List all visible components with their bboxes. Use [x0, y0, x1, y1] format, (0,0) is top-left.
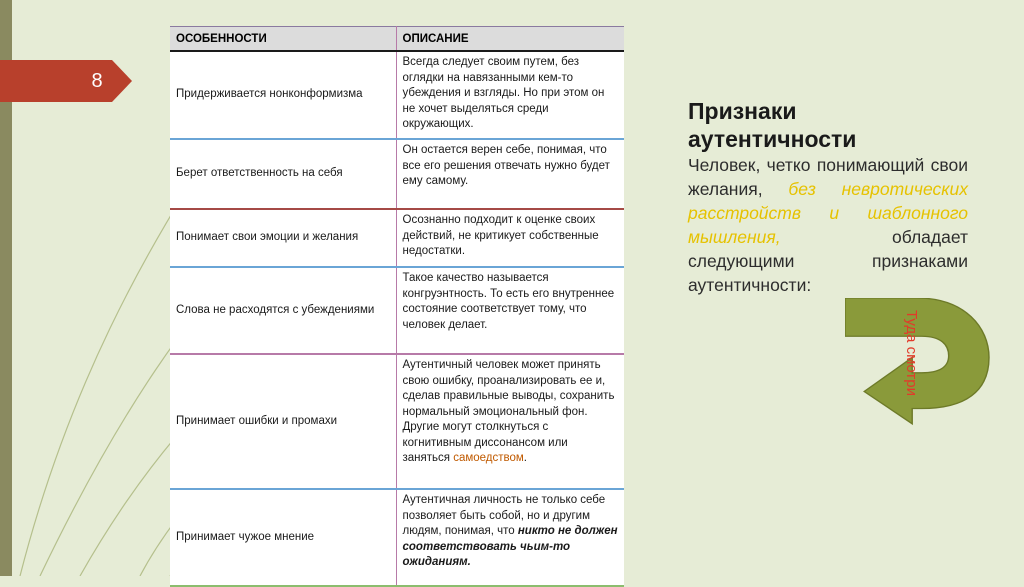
description-cell: Такое качество называется конгруэнтность. То есть его внутреннее состояние соответствует тому, что человек делает.	[396, 267, 624, 354]
description-text-end: .	[523, 452, 527, 464]
authenticity-table	[170, 26, 624, 587]
feature-cell: Принимает ошибки и промахи	[170, 354, 396, 489]
description-text: Аутентичный человек может принять свою ошибку, проанализировать ее и, сделав правильные выводы, сохранить нормальный эмоциональный фон. Другие могут столкнуться с когнитивным диссонансом или заняться	[402, 359, 615, 464]
table-row	[170, 139, 624, 209]
feature-cell: Принимает чужое мнение	[170, 489, 396, 586]
right-text-block	[688, 97, 968, 297]
description-text: Аутентичная личность не только себе позволяет быть собой, но и другим людям, понимая, что	[402, 494, 606, 537]
section-text-highlight: без невротических расстройств и шаблонного мышления,	[688, 179, 968, 247]
feature-cell: Слова не расходятся с убеждениями	[170, 267, 396, 354]
description-cell: Осознанно подходит к оценке своих действий, не критикует собственные недостатки.	[396, 209, 624, 267]
table-row	[170, 354, 624, 489]
description-cell: Он остается верен себе, понимая, что все его решения отвечать нужно будет ему самому.	[396, 139, 624, 209]
table-row	[170, 209, 624, 267]
section-text-part2: обладает следующими признаками аутентичности:	[688, 227, 968, 295]
table-row	[170, 51, 624, 139]
table-row	[170, 489, 624, 586]
description-cell	[396, 354, 624, 489]
feature-cell: Придерживается нонконформизма	[170, 51, 396, 139]
section-text-part1: Человек, четко понимающий свои желания,	[688, 155, 968, 199]
feature-cell: Берет ответственность на себя	[170, 139, 396, 209]
section-title: Признаки аутентичности	[688, 98, 857, 152]
table-row	[170, 267, 624, 354]
header-features: ОСОБЕННОСТИ	[170, 27, 396, 52]
self-criticism-link[interactable]: самоедством	[453, 452, 524, 464]
slide-number-tag	[0, 60, 132, 102]
slide-number: 8	[91, 70, 103, 92]
header-description: ОПИСАНИЕ	[396, 27, 624, 52]
description-emphasis: никто не должен соответствовать чьим-то ожиданиям.	[402, 525, 618, 568]
u-turn-arrow-icon	[845, 298, 995, 428]
description-cell	[396, 489, 624, 586]
description-cell: Всегда следует своим путем, без оглядки на навязанными кем-то убеждения и взгляды. Но при этом он не хочет выделяться среди окружающих.	[396, 51, 624, 139]
section-text	[688, 153, 968, 297]
feature-cell: Понимает свои эмоции и желания	[170, 209, 396, 267]
arrow-label: Туда смотри	[903, 310, 920, 397]
